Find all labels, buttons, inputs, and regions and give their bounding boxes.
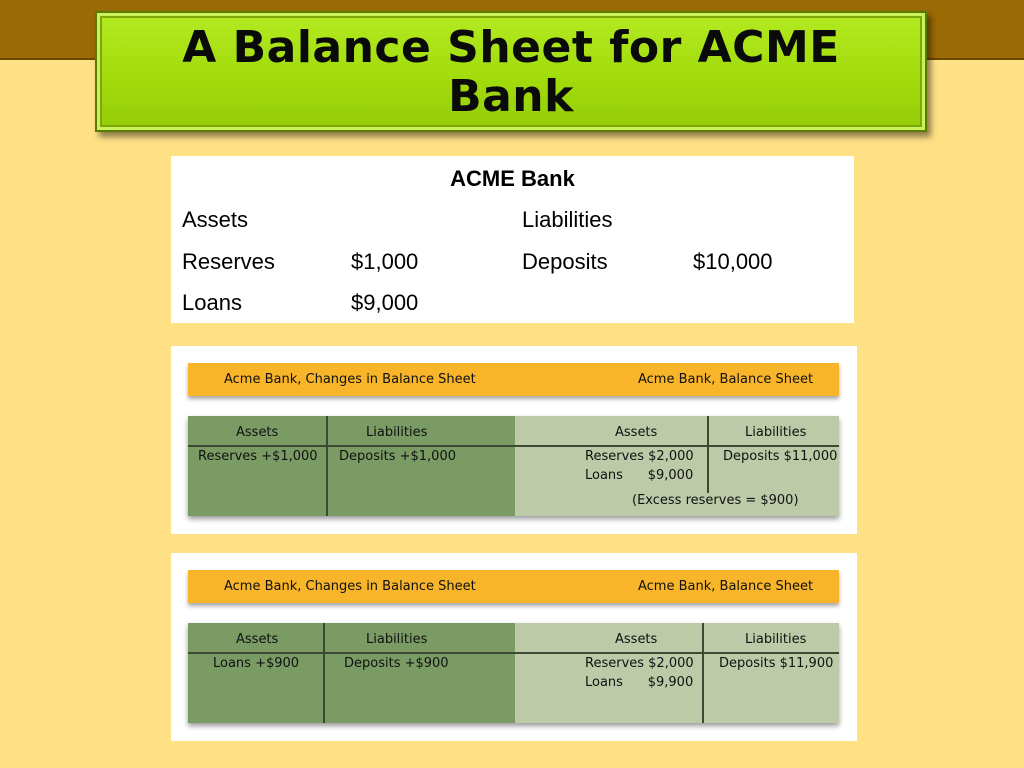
col-header-assets: Assets	[236, 425, 279, 440]
figure-title-band	[188, 570, 839, 603]
sheet-assets-loans: Loans $9,000	[585, 468, 694, 483]
acme-balance-table	[171, 156, 854, 323]
col-header-liabilities: Liabilities	[366, 632, 428, 647]
sheet-assets-loans: Loans $9,900	[585, 675, 694, 690]
slide-title	[182, 23, 840, 121]
changes-divider	[323, 623, 325, 723]
sheet-liabilities-deposits: Deposits $11,000	[723, 449, 838, 464]
figure-title-band	[188, 363, 839, 396]
sheet-assets-reserves: Reserves $2,000	[585, 656, 694, 671]
col-header-liabilities-2: Liabilities	[745, 632, 807, 647]
band-right-title: Acme Bank, Balance Sheet	[638, 579, 814, 594]
header-divider	[188, 445, 839, 447]
t-account-table	[188, 623, 839, 723]
loans-value: $9,000	[351, 290, 419, 315]
reserves-label: Reserves	[182, 249, 275, 274]
reserves-value: $1,000	[351, 249, 419, 274]
table-heading: ACME Bank	[450, 166, 575, 191]
header-divider	[188, 652, 839, 654]
balance-change-figure-2	[171, 553, 857, 741]
slide-title-line-1: A Balance Sheet for ACME	[182, 21, 840, 73]
changes-liabilities: Deposits +$900	[344, 656, 449, 671]
col-header-liabilities-2: Liabilities	[745, 425, 807, 440]
sheet-assets-reserves: Reserves $2,000	[585, 449, 694, 464]
deposits-label: Deposits	[522, 249, 608, 274]
changes-liabilities: Deposits +$1,000	[339, 449, 456, 464]
col-header-assets-2: Assets	[615, 425, 658, 440]
sheet-liabilities-deposits: Deposits $11,900	[719, 656, 834, 671]
balance-divider	[702, 623, 704, 723]
balance-divider	[707, 416, 709, 493]
col-header-assets: Assets	[236, 632, 279, 647]
balance-change-figure-1	[171, 346, 857, 534]
slide-title-box	[95, 11, 927, 132]
slide-title-line-2: Bank	[448, 70, 574, 122]
changes-assets: Reserves +$1,000	[198, 449, 318, 464]
band-left-title: Acme Bank, Changes in Balance Sheet	[224, 579, 476, 594]
t-account-table	[188, 416, 839, 516]
loans-label: Loans	[182, 290, 242, 315]
col-header-liabilities: Liabilities	[366, 425, 428, 440]
changes-assets: Loans +$900	[213, 656, 300, 671]
changes-divider	[326, 416, 328, 516]
col-header-assets-2: Assets	[615, 632, 658, 647]
excess-reserves-note: (Excess reserves = $900)	[632, 493, 799, 508]
deposits-value: $10,000	[693, 249, 773, 274]
liabilities-label: Liabilities	[522, 207, 613, 232]
assets-label: Assets	[182, 207, 249, 232]
band-right-title: Acme Bank, Balance Sheet	[638, 372, 814, 387]
band-left-title: Acme Bank, Changes in Balance Sheet	[224, 372, 476, 387]
